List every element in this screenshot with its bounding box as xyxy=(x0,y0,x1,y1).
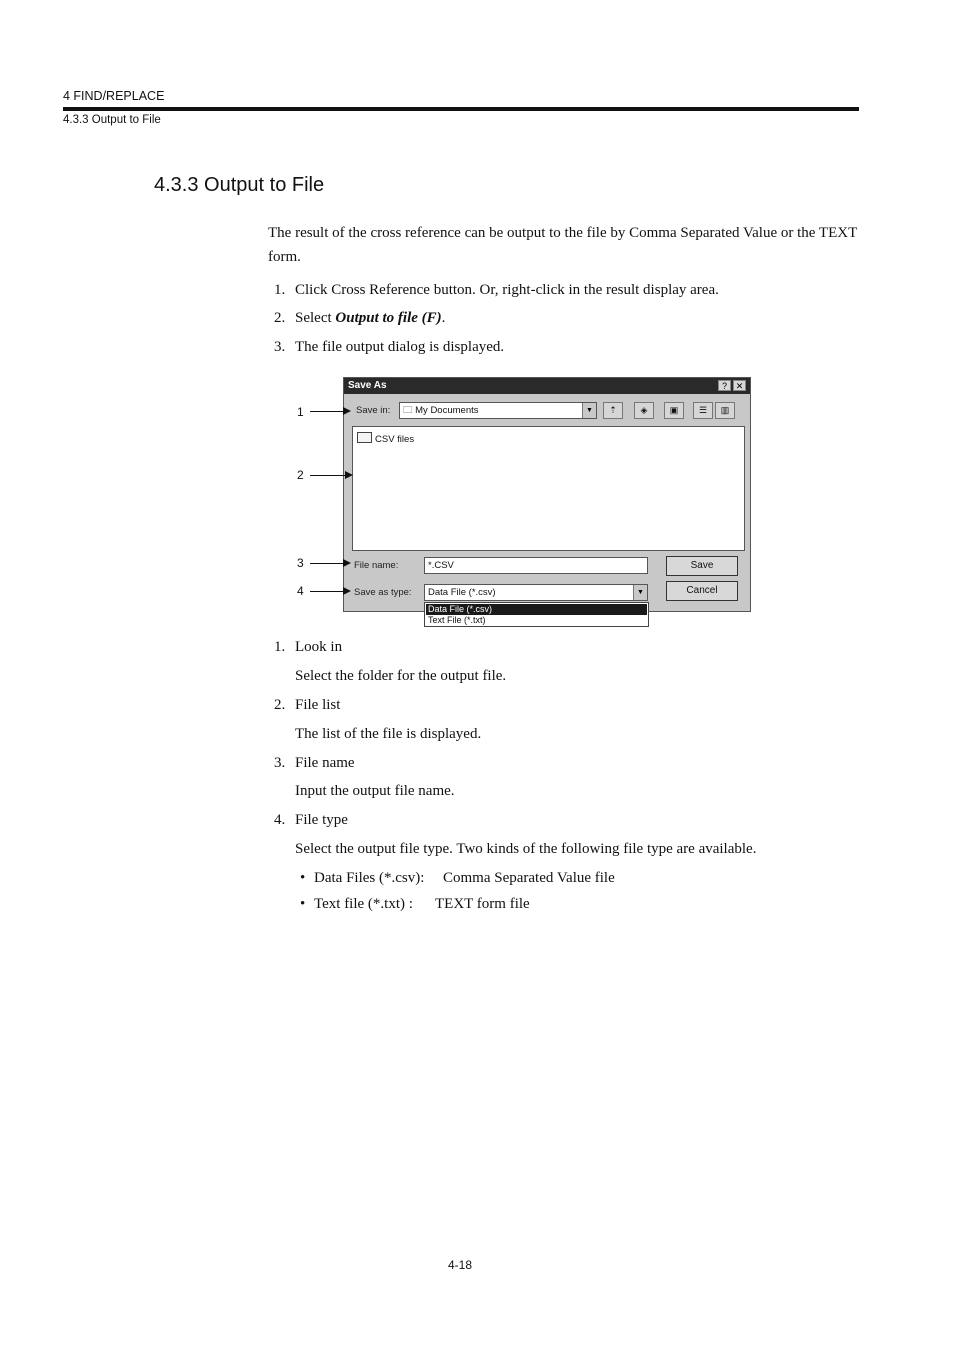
bullet-file-type: Data Files (*.csv): xyxy=(314,870,425,886)
folder-icon xyxy=(357,432,372,443)
file-type-dropdown[interactable] xyxy=(424,602,649,627)
step-text: Click Cross Reference button. Or, right-click in the result display area. xyxy=(295,282,719,298)
item-description: Input the output file name. xyxy=(295,783,455,799)
chevron-down-icon[interactable]: ▼ xyxy=(582,403,596,418)
item-name: File name xyxy=(295,755,355,771)
step-number: 1. xyxy=(274,282,286,298)
bullet-description: Comma Separated Value file xyxy=(443,870,615,886)
close-button[interactable]: ✕ xyxy=(733,380,746,391)
running-header-chapter: 4 FIND/REPLACE xyxy=(63,89,165,103)
item-name: File type xyxy=(295,812,348,828)
up-folder-icon[interactable]: ⇡ xyxy=(603,402,623,419)
callout-line xyxy=(310,563,344,564)
file-name-field[interactable]: *.CSV xyxy=(424,557,648,574)
save-as-type-combo[interactable] xyxy=(424,584,648,601)
menu-command-emphasis: Output to file (F) xyxy=(335,310,442,326)
arrow-head-icon xyxy=(343,407,351,415)
arrow-head-icon xyxy=(345,471,353,479)
step-text xyxy=(295,310,445,327)
list-view-icon[interactable]: ☰ xyxy=(693,402,713,419)
item-description: Select the output file type. Two kinds of the following file type are available. xyxy=(295,841,757,857)
intro-paragraph: The result of the cross reference can be output to the file by Comma Separated Value or the TEXT form. xyxy=(268,225,857,265)
save-as-dialog xyxy=(343,377,751,612)
step-prefix: Select xyxy=(295,310,336,326)
arrow-head-icon xyxy=(343,559,351,567)
step-suffix: . xyxy=(441,310,446,326)
callout-number: 3 xyxy=(297,556,304,570)
new-folder-icon[interactable]: ▣ xyxy=(664,402,684,419)
header-rule xyxy=(63,107,859,111)
callout-line xyxy=(310,475,345,476)
folder-icon: 🗀 xyxy=(403,405,416,416)
arrow-head-icon xyxy=(343,587,351,595)
bullet-file-type: Text file (*.txt) : xyxy=(314,896,413,912)
item-number: 1. xyxy=(274,639,286,655)
file-item-label: CSV files xyxy=(375,434,415,445)
cancel-button[interactable]: Cancel xyxy=(666,581,738,601)
page-number: 4-18 xyxy=(448,1258,473,1272)
callout-number: 1 xyxy=(297,405,304,419)
chevron-down-icon[interactable]: ▼ xyxy=(633,585,647,600)
callout-line xyxy=(310,411,344,412)
bullet-mark: • xyxy=(300,896,306,912)
save-as-type-value: Data File (*.csv) xyxy=(428,587,496,598)
item-name: Look in xyxy=(295,639,343,655)
help-button[interactable]: ? xyxy=(718,380,731,391)
save-in-value: My Documents xyxy=(415,405,479,416)
step-number: 2. xyxy=(274,310,286,326)
item-number: 2. xyxy=(274,697,286,713)
save-as-type-label: Save as type: xyxy=(354,587,412,598)
dialog-title: Save As xyxy=(344,378,750,394)
bullet-mark: • xyxy=(300,870,306,886)
dropdown-option-selected[interactable]: Data File (*.csv) xyxy=(426,604,647,615)
file-list[interactable] xyxy=(352,426,745,551)
desktop-icon[interactable]: ◈ xyxy=(634,402,654,419)
item-description: Select the folder for the output file. xyxy=(295,668,507,684)
details-view-icon[interactable]: ▥ xyxy=(715,402,735,419)
step-text: The file output dialog is displayed. xyxy=(295,339,505,355)
save-button[interactable]: Save xyxy=(666,556,738,576)
callout-number: 2 xyxy=(297,468,304,482)
item-name: File list xyxy=(295,697,341,713)
callout-line xyxy=(310,591,344,592)
list-item[interactable] xyxy=(357,432,414,445)
callout-number: 4 xyxy=(297,584,304,598)
dropdown-option[interactable]: Text File (*.txt) xyxy=(428,615,486,625)
step-number: 3. xyxy=(274,339,286,355)
save-in-label: Save in: xyxy=(356,405,391,416)
item-description: The list of the file is displayed. xyxy=(295,726,482,742)
section-title: 4.3.3 Output to File xyxy=(154,174,325,196)
item-number: 3. xyxy=(274,755,286,771)
file-name-label: File name: xyxy=(354,560,399,571)
bullet-description: TEXT form file xyxy=(435,896,530,912)
save-in-combo[interactable] xyxy=(399,402,597,419)
running-header-section: 4.3.3 Output to File xyxy=(63,114,161,126)
item-number: 4. xyxy=(274,812,286,828)
